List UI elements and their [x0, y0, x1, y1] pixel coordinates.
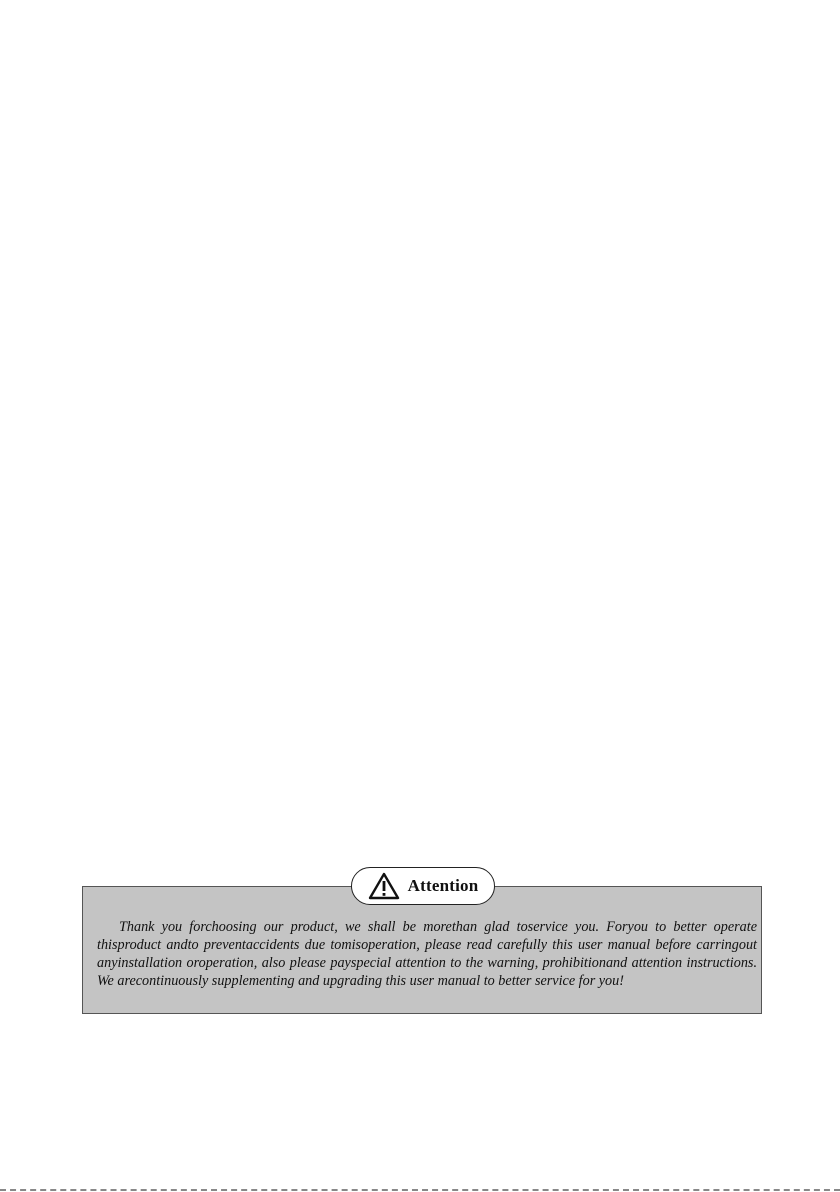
attention-label [351, 867, 495, 905]
warning-triangle-icon [368, 872, 400, 900]
attention-body-text: Thank you forchoosing our product, we shall be morethan glad toservice you. Foryou to better operate thisproduct andto preventaccidents due tomisoperation, please read carefully this user manual before carringout anyinstallation oroperation, also please payspecial attention to the warning, prohibitionand attention instructions. We arecontinuously supplementing and upgrading this user manual to better service for you! [97, 919, 757, 989]
attention-title: Attention [407, 876, 479, 895]
page-bottom-rule [0, 1189, 840, 1191]
